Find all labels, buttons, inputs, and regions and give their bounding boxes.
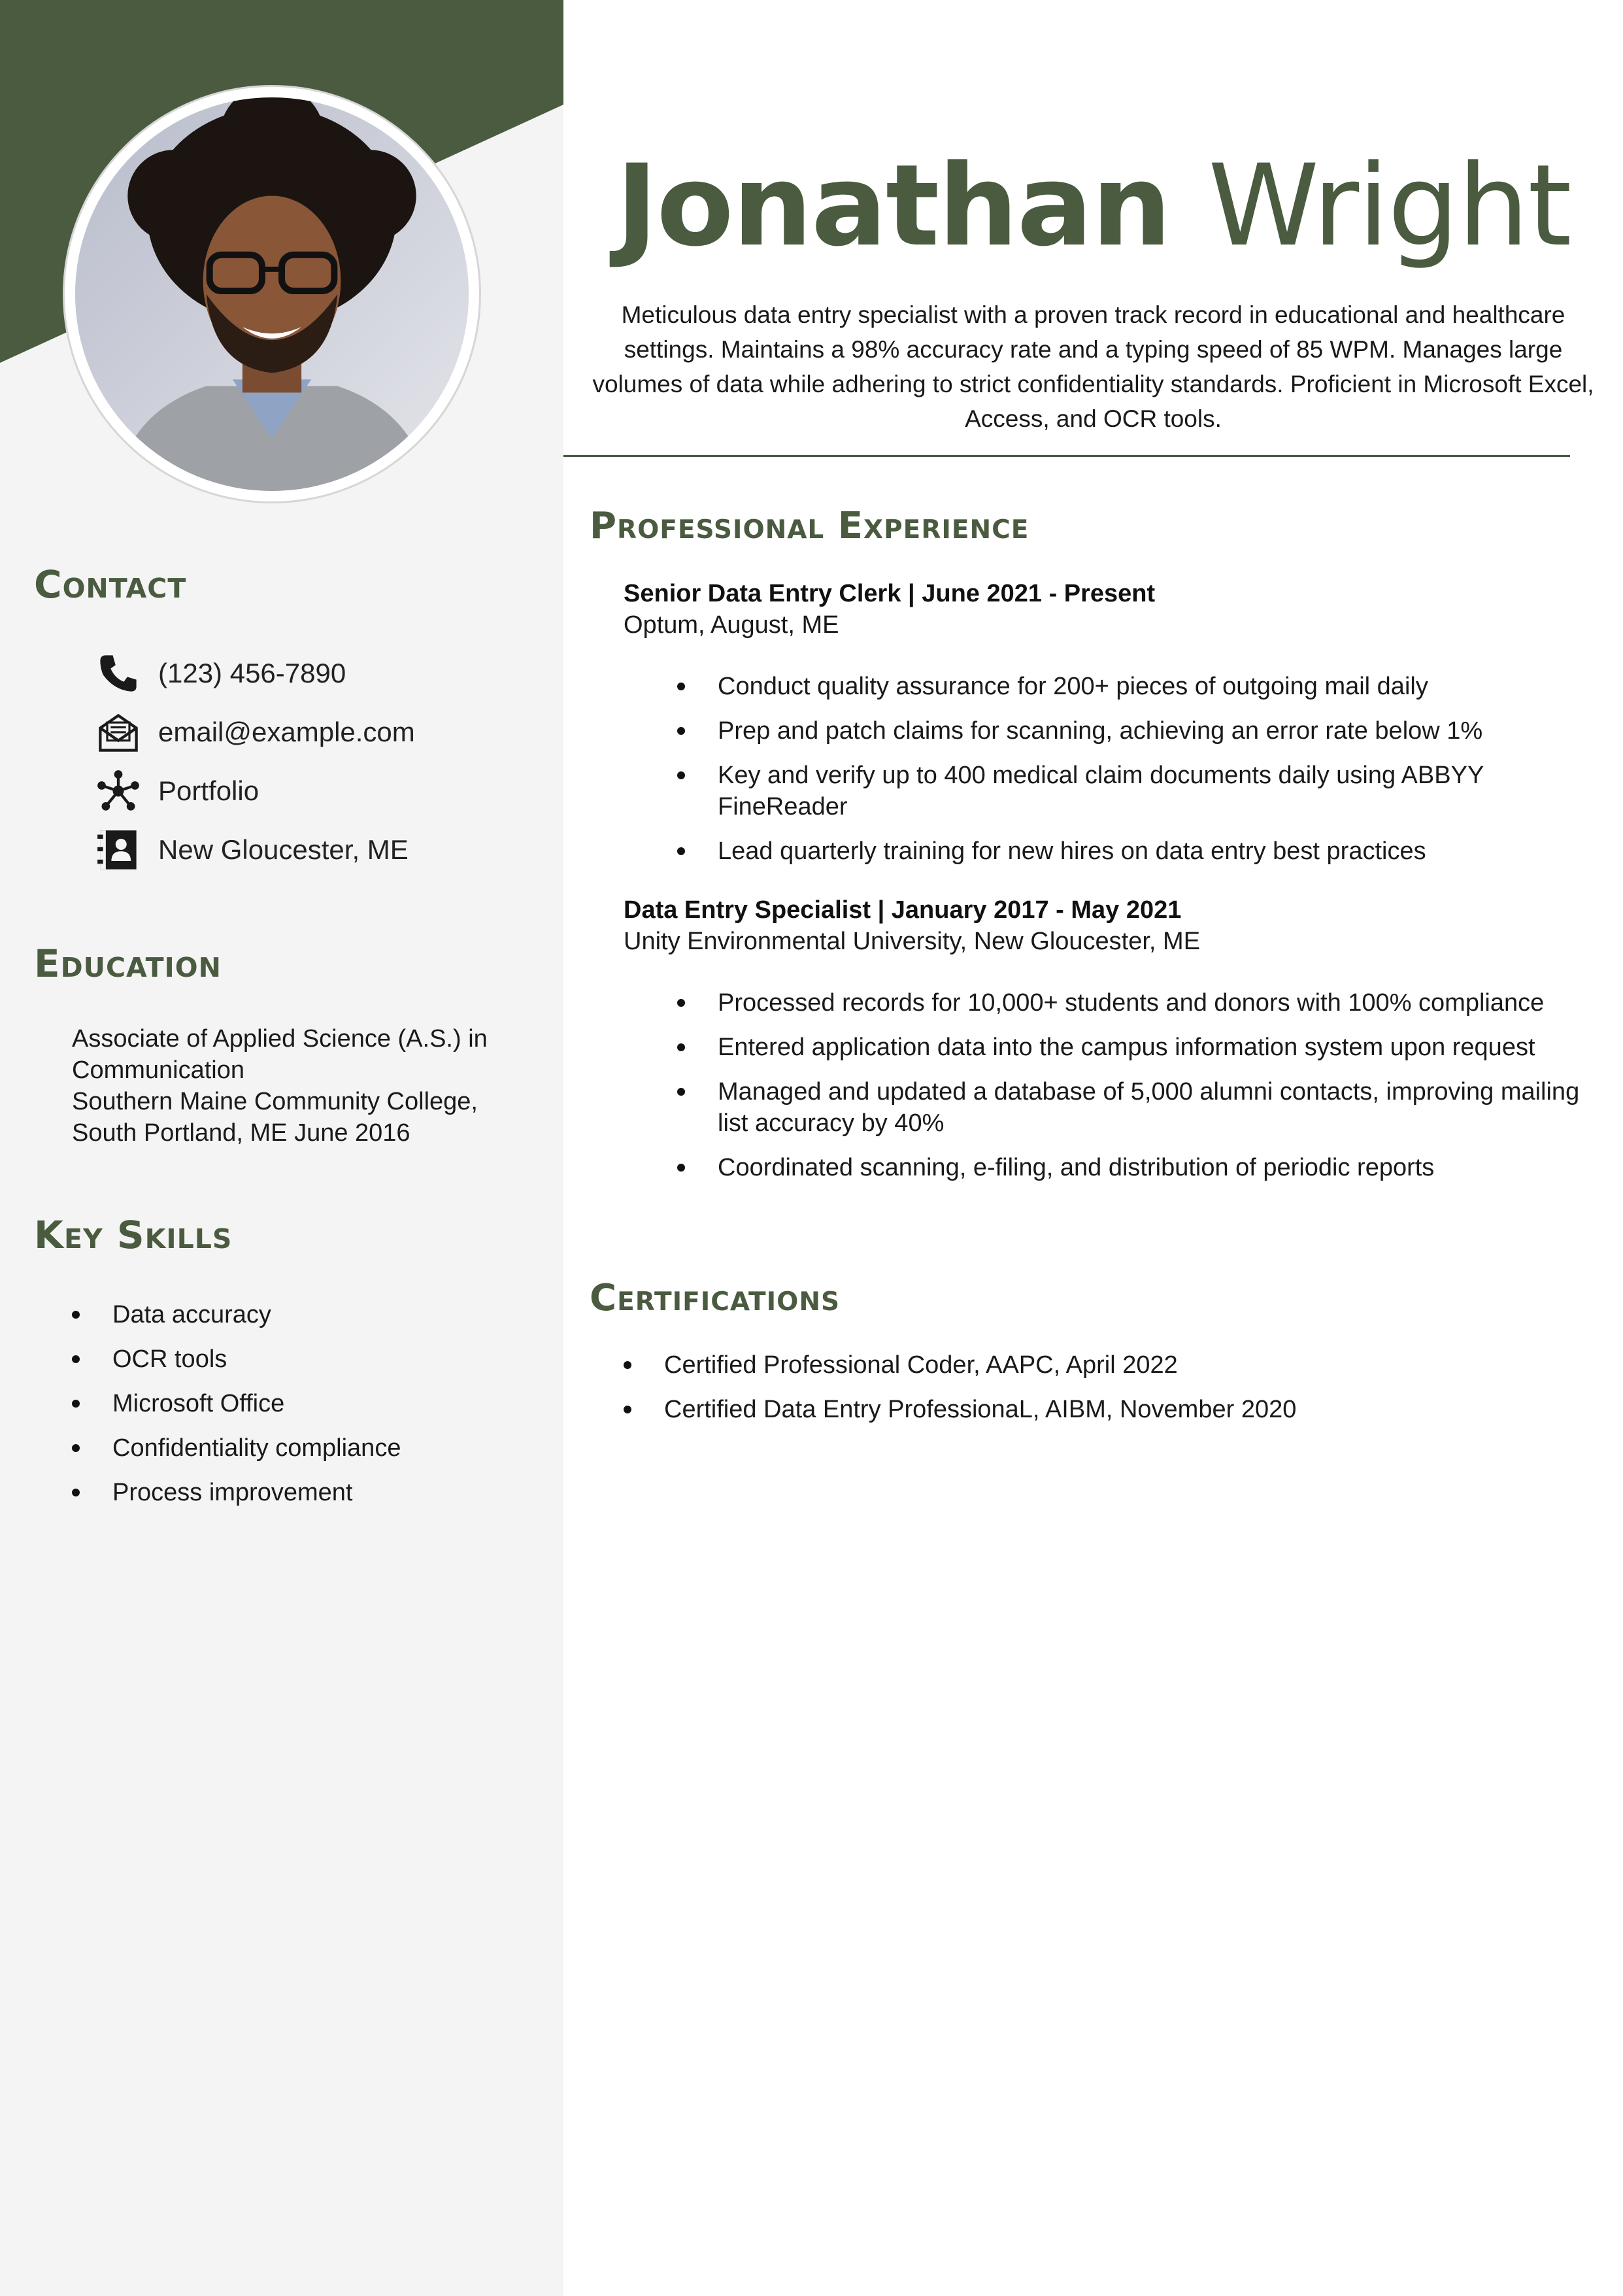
email-icon	[94, 708, 142, 756]
header-divider	[563, 455, 1570, 457]
skill-item: Microsoft Office	[72, 1381, 401, 1426]
job-bullets	[677, 987, 1586, 1196]
location-card-icon	[94, 826, 142, 874]
job-bullet: Conduct quality assurance for 200+ pieces of outgoing mail daily	[677, 671, 1586, 702]
contact-location	[94, 820, 415, 879]
profile-photo-illustration	[75, 97, 469, 491]
education-degree: Associate of Applied Science (A.S.) in Communication	[72, 1025, 488, 1084]
skills-heading: Key Skills	[34, 1213, 233, 1257]
skill-item: Process improvement	[72, 1470, 401, 1515]
job-bullet: Prep and patch claims for scanning, achieving an error rate below 1%	[677, 715, 1586, 747]
first-name: Jonathan	[616, 140, 1171, 271]
education-school: Southern Maine Community College, South Portland, ME June 2016	[72, 1088, 478, 1147]
profile-summary: Meticulous data entry specialist with a proven track record in educational and healthcare settings. Maintains a 98% accuracy rate and a typing speed of 85 WPM. Manages large volumes of data while adhering to strict confidentiality standards. Proficient in Microsoft Excel, Access, and OCR tools.	[592, 301, 1594, 432]
contact-phone[interactable]	[94, 644, 415, 703]
job-bullet: Managed and updated a database of 5,000 alumni contacts, improving mailing list accuracy by 40%	[677, 1076, 1586, 1139]
contact-portfolio-link[interactable]: Portfolio	[158, 775, 259, 806]
certification-item: Certified Data Entry ProfessionaL, AIBM, November 2020	[624, 1394, 1539, 1425]
certification-item: Certified Professional Coder, AAPC, April 2022	[624, 1349, 1539, 1381]
contact-heading: Contact	[34, 562, 187, 607]
skill-item: Confidentiality compliance	[72, 1426, 401, 1470]
job-bullet: Processed records for 10,000+ students and donors with 100% compliance	[677, 987, 1586, 1019]
contact-list	[94, 644, 415, 879]
education-entry	[72, 1023, 543, 1149]
contact-phone-text: (123) 456-7890	[158, 658, 346, 688]
job-company: Unity Environmental University, New Gloucester, ME	[624, 928, 1201, 955]
experience-heading: Professional Experience	[590, 505, 1029, 547]
skill-item: Data accuracy	[72, 1292, 401, 1337]
phone-icon	[94, 649, 142, 698]
certifications-list	[624, 1349, 1539, 1438]
job-bullet: Key and verify up to 400 medical claim documents daily using ABBYY FineReader	[677, 760, 1586, 822]
profile-photo	[75, 97, 469, 491]
contact-email[interactable]	[94, 703, 415, 762]
job-bullet: Coordinated scanning, e-filing, and distribution of periodic reports	[677, 1152, 1586, 1183]
job-bullet: Entered application data into the campus information system upon request	[677, 1032, 1586, 1063]
job-title: Data Entry Specialist | January 2017 - May 2021	[624, 896, 1182, 924]
job-title: Senior Data Entry Clerk | June 2021 - Present	[624, 580, 1156, 607]
job-bullets	[677, 671, 1586, 880]
skills-list	[72, 1292, 401, 1515]
contact-email-text: email@example.com	[158, 717, 415, 747]
contact-location-text: New Gloucester, ME	[158, 834, 409, 865]
sidebar	[0, 0, 563, 2296]
profile-photo-frame	[63, 85, 481, 503]
skill-item: OCR tools	[72, 1337, 401, 1381]
candidate-name	[563, 141, 1623, 271]
education-heading: Education	[34, 941, 222, 986]
certifications-heading: Certifications	[590, 1277, 841, 1319]
job-bullet: Lead quarterly training for new hires on data entry best practices	[677, 836, 1586, 867]
contact-portfolio[interactable]	[94, 762, 415, 820]
last-name: Wright	[1208, 140, 1571, 271]
job-company: Optum, August, ME	[624, 611, 839, 639]
network-icon	[94, 767, 142, 815]
